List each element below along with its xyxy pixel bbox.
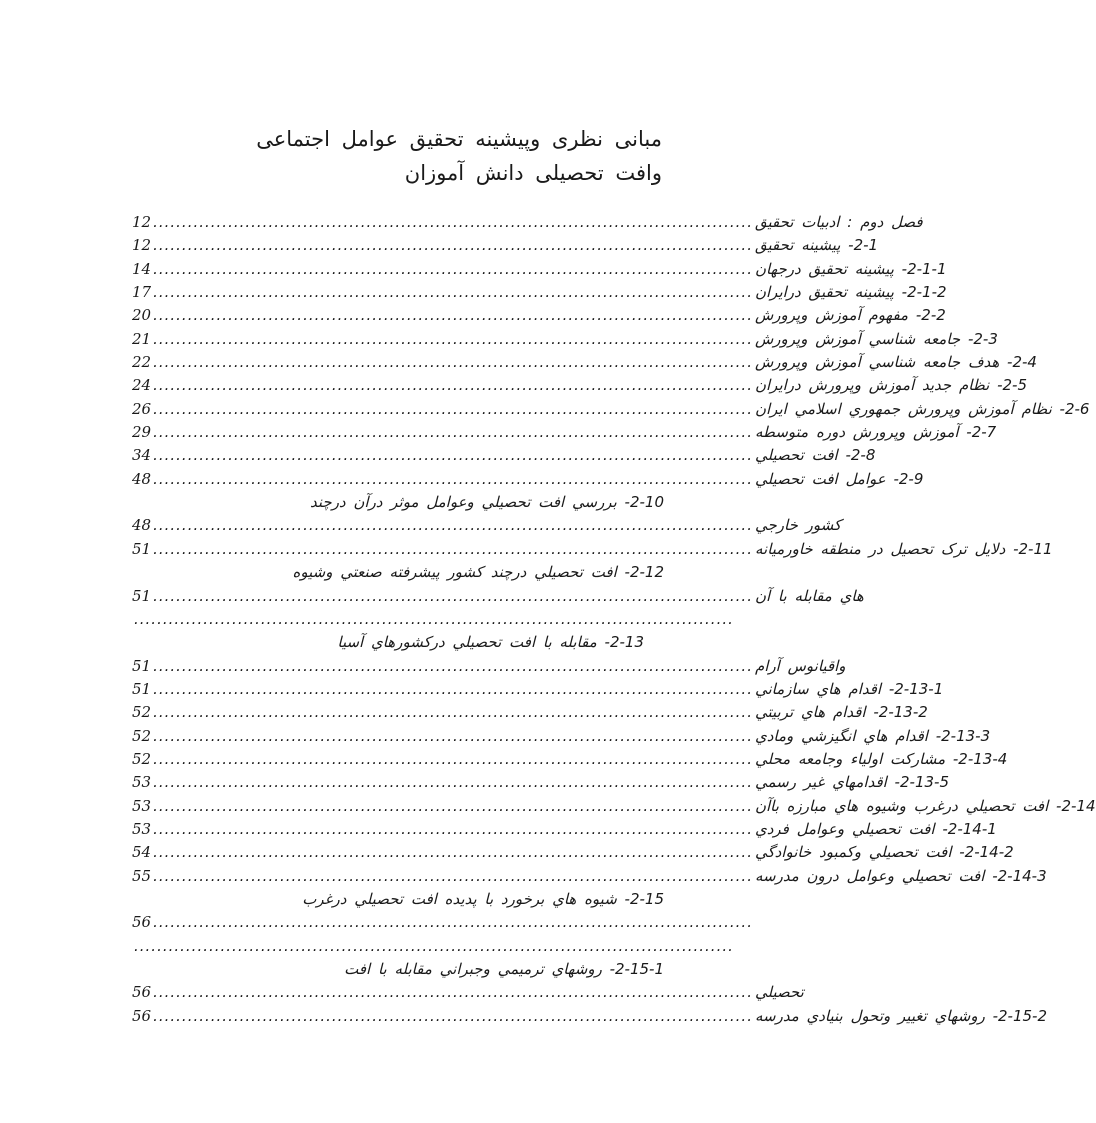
toc-entry-title: 2-15- شيوه هاي برخورد با پديده افت تحصيلي درغرب [302, 889, 664, 908]
dot-leader: ........................................................................................................ [153, 539, 753, 558]
dot-leader: ........................................................................................................ [153, 376, 753, 395]
toc-entry[interactable] [132, 865, 1047, 888]
toc-page-number: 21 [132, 329, 152, 348]
toc-page-number: 12 [132, 236, 152, 255]
dot-leader: ........................................................................................................ [153, 306, 753, 325]
toc-entry-title: فصل دوم : ادبیات تحقیق [754, 213, 923, 231]
toc-entry-title: 2-2- مفهوم آموزش وپرورش [754, 306, 946, 325]
toc-entry-title: 2-1- پیشینه تحقیق [754, 236, 879, 255]
dot-leader: ........................................................................................................ [153, 843, 753, 862]
toc-entry-title: 2-6- نظام آموزش وپرورش جمهوري اسلامي ايران [754, 399, 1090, 418]
toc-entry-title: 2-14-3- افت تحصيلي وعوامل درون مدرسه [754, 866, 1047, 885]
toc-entry-title: 2-13-2- اقدام هاي تربيتي [754, 703, 928, 722]
toc-entry[interactable] [132, 538, 1053, 561]
dot-leader: ........................................................................................................ [153, 423, 753, 442]
toc-entry[interactable] [132, 281, 947, 304]
toc-page-number: 51 [132, 586, 152, 605]
toc-entry[interactable] [132, 374, 1027, 397]
toc-page-number: 14 [132, 259, 152, 278]
toc-entry[interactable] [132, 234, 879, 257]
toc-entry-continuation[interactable] [132, 585, 864, 608]
toc-entry-continuation[interactable] [132, 514, 842, 537]
document-title-line-1: مبانی نظری وپیشینه تحقیق عوامل اجتماعی [256, 127, 662, 151]
toc-entry[interactable] [132, 795, 1096, 818]
dot-leader: ........................................................................................................ [153, 983, 753, 1002]
toc-page-number: 20 [132, 306, 152, 325]
toc-page-number: 54 [132, 843, 152, 862]
toc-entry-title-continuation: واقيانوس آرام [754, 656, 846, 675]
toc-entry-title: 2-1-2- پیشینه تحقیق درایران [754, 283, 947, 302]
toc-entry-title: 2-7- آموزش وپرورش دوره متوسطه [754, 423, 997, 442]
dot-leader-line [132, 608, 734, 631]
toc-entry-title: 2-3- جامعه شناسي آموزش وپرورش [754, 329, 998, 348]
toc-page-number: 53 [132, 773, 152, 792]
toc-page-number: 51 [132, 539, 152, 558]
toc-entry-title: 2-13-3- اقدام هاي انگيزشي ومادي [754, 726, 991, 745]
dot-leader: ........................................................................................................ [153, 796, 753, 815]
dot-leader: ........................................................................................................ [153, 679, 753, 698]
toc-entry[interactable] [132, 304, 946, 327]
toc-entry[interactable] [132, 421, 997, 444]
toc-entry-title-continuation: كشور خارجي [754, 516, 842, 535]
toc-entry[interactable] [132, 258, 947, 281]
dot-leader: ........................................................................................................ [153, 353, 753, 372]
toc-entry[interactable] [132, 701, 928, 724]
toc-entry-continuation[interactable] [132, 911, 753, 934]
toc-entry[interactable] [132, 841, 1014, 864]
document-title-line-2: وافت تحصیلی دانش آموزان [404, 161, 662, 185]
toc-page-number: 53 [132, 819, 152, 838]
toc-page-number: 56 [132, 1006, 152, 1025]
dot-leader: ........................................................................................................ [153, 819, 753, 838]
toc-entry[interactable] [132, 351, 1037, 374]
toc-entry[interactable] [132, 1005, 1047, 1028]
dot-leader: ........................................................................................................ [153, 703, 753, 722]
toc-entry[interactable] [132, 771, 949, 794]
toc-entry[interactable] [132, 398, 1090, 421]
dot-leader: ........................................................................................................ [153, 726, 753, 745]
document-title [102, 122, 662, 190]
dot-leader: ........................................................................................................ [153, 913, 753, 932]
dot-leader: ........................................................................................................ [153, 469, 753, 488]
toc-page-number: 53 [132, 796, 152, 815]
toc-entry[interactable] [132, 631, 664, 654]
toc-page-number: 52 [132, 726, 152, 745]
dot-leader: ........................................................................................................ [134, 936, 734, 955]
dot-leader: ........................................................................................................ [153, 213, 753, 231]
toc-entry-title: 2-12- افت تحصيلي درچند كشور پيشرفته صنعتي وشيوه [292, 563, 664, 582]
toc-entry[interactable] [132, 958, 664, 981]
toc-page-number: 48 [132, 516, 152, 535]
toc-entry[interactable] [132, 678, 944, 701]
toc-page-number: 56 [132, 983, 152, 1002]
toc-entry-title: 2-13-5- اقدامهاي غير رسمي [754, 773, 949, 792]
dot-leader: ........................................................................................................ [153, 773, 753, 792]
toc-page-number: 29 [132, 423, 152, 442]
toc-entry-title: 2-10- بررسي افت تحصيلي وعوامل موثر درآن درچند [310, 493, 664, 512]
dot-leader: ........................................................................................................ [153, 283, 753, 302]
toc-entry-title-continuation: تحصيلي [754, 983, 804, 1002]
toc-page-number: 48 [132, 469, 152, 488]
toc-page-number: 56 [132, 913, 152, 932]
toc-entry-title: 2-13-1- اقدام هاي سازماني [754, 679, 944, 698]
toc-entry-title: 2-13-4- مشاركت اولياء وجامعه محلي [754, 749, 1008, 768]
dot-leader: ........................................................................................................ [153, 586, 753, 605]
toc-entry-title: 2-13- مقابله با افت تحصيلي دركشورهاي آسيا [337, 633, 644, 652]
dot-leader: ........................................................................................................ [153, 399, 753, 418]
dot-leader-line [132, 935, 734, 958]
dot-leader: ........................................................................................................ [153, 1006, 753, 1025]
toc-entry[interactable] [132, 328, 998, 351]
toc-page-number: 52 [132, 703, 152, 722]
toc-entry-continuation[interactable] [132, 655, 846, 678]
toc-page-number: 55 [132, 866, 152, 885]
dot-leader: ........................................................................................................ [134, 609, 734, 628]
toc-entry-title: 2-14- افت تحصيلي درغرب وشيوه هاي مبارزه باآن [754, 796, 1096, 815]
toc-entry[interactable] [132, 444, 876, 467]
toc-entry-title: 2-15-1- روشهاي ترميمي وجبراني مقابله با افت [344, 960, 664, 978]
dot-leader: ........................................................................................................ [153, 236, 753, 255]
toc-entry[interactable] [132, 211, 923, 234]
toc-page-number: 26 [132, 399, 152, 418]
toc-entry-title: 2-14-1- افت تحصيلي وعوامل فردي [754, 819, 997, 838]
toc-entry[interactable] [132, 888, 664, 911]
toc-entry[interactable] [132, 748, 1008, 771]
toc-entry-title: 2-1-1- پیشینه تحقیق درجهان [754, 259, 947, 278]
toc-entry-title: 2-4- هدف جامعه شناسي آموزش وپرورش [754, 353, 1037, 372]
toc-entry-title: 2-5- نظام جديد آموزش وپرورش درايران [754, 376, 1027, 395]
toc-page-number: 51 [132, 679, 152, 698]
toc-page-number: 52 [132, 749, 152, 768]
toc-entry-title: 2-8- افت تحصيلي [754, 446, 876, 465]
dot-leader: ........................................................................................................ [153, 446, 753, 465]
toc-page-number: 17 [132, 283, 152, 302]
dot-leader: ........................................................................................................ [153, 329, 753, 348]
toc-entry-continuation[interactable] [132, 981, 804, 1004]
dot-leader: ........................................................................................................ [153, 656, 753, 675]
dot-leader: ........................................................................................................ [153, 749, 753, 768]
toc-page-number: 34 [132, 446, 152, 465]
toc-entry[interactable] [132, 491, 664, 514]
toc-entry[interactable] [132, 468, 924, 491]
toc-entry[interactable] [132, 725, 991, 748]
toc-page-number: 51 [132, 656, 152, 675]
toc-page-number: 24 [132, 376, 152, 395]
table-of-contents [132, 211, 1096, 1028]
toc-entry-title: 2-9- عوامل افت تحصيلي [754, 469, 924, 488]
toc-entry-title: 2-14-2- افت تحصيلي وكمبود خانوادگي [754, 843, 1014, 862]
toc-page-number: 22 [132, 353, 152, 372]
dot-leader: ........................................................................................................ [153, 259, 753, 278]
dot-leader: ........................................................................................................ [153, 866, 753, 885]
dot-leader: ........................................................................................................ [153, 516, 753, 535]
toc-entry-title: 2-15-2- روشهاي تغيير وتحول بنيادي مدرسه [754, 1006, 1047, 1025]
toc-entry[interactable] [132, 818, 997, 841]
toc-page-number: 12 [132, 213, 152, 231]
toc-entry[interactable] [132, 561, 664, 584]
toc-entry-title-continuation: هاي مقابله با آن [754, 586, 864, 605]
toc-entry-title: 2-11- دلايل ترک تحصيل در منطقه خاورميانه [754, 539, 1053, 558]
